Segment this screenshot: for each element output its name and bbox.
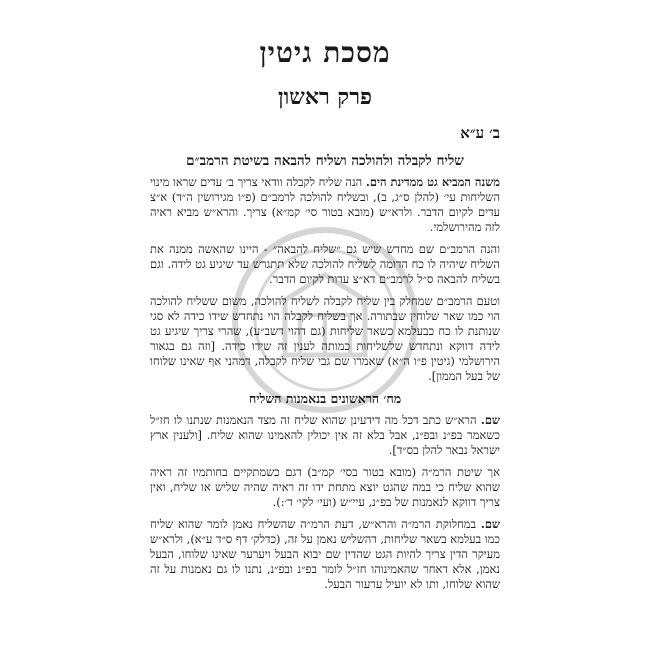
paragraph-text: במחלוקת הרמ״ה והרא״ש, דעת הרמ״ה שהשליח נאמן לומר שהוא שליח כמו בעלמא בשאר שליחות, דהשליש נאמן על זה, (כדלק׳ דף ס״ד ע״א), ולרא״ש מעיקר הדין צריך להיות הגט שהדין שם יבוא הבעל ויערער שאינו שלוחו, הבעל נאמן, אלא דאחר שהאמינוהו חז״ל לומר בפ״נ ובפ״נ, נתנו לו גם נאמנות על זה שהוא שלוחו, ותו לא יועיל ערעור הבעל. — [150, 517, 500, 591]
paragraph-lead: משנה המביא גט ממדינת הים. — [365, 175, 500, 189]
paragraph-text: הנה שליח לקבלה וודאי צריך ב׳ עדים שראו מינוי השליחות עי׳ (להלן ס״ג, ב), ובשליח להולכה לרמב״ם (פ״ו מגירושין ה״ד) א״צ עדים לקיום הדבר. ולרא״ש (מובא בטור סי׳ קמ״א) צריך. והרא״ש מביא ראיה לזה מהירושלמי. — [150, 175, 500, 234]
paragraph-text: והנה הרמב״ם שם מחדש שיש גם ״שליח להבאה״ - היינו שהאשה ממנה את השליח שיהיה לו כח הדומה לשליח להולכה שלא תתגרש עד שיגיע גט לידה. וגם בשליח להבאה ס״ל לרמב״ם דא״צ עדות לקיום הדבר. — [150, 242, 500, 286]
chapter-title: פרק ראשון — [278, 84, 372, 110]
sub-heading: מח׳ הראשונים בנאמנות השליח — [248, 391, 402, 406]
paragraph-text: הרא״ש כתב דכל מה דידעינן שהוא שליח זה מצד הנאמנות שנתנו לו חז״ל כשאמר בפ״נ ובפ״נ, אבל בלא זה אין יכולין להאמינו שהוא שליח. [ולענין ארץ ישראל נבאר להלן בס״ד]. — [150, 413, 500, 457]
section-heading: שליח לקבלה ולהולכה ושליח להבאה בשיטת הרמב״ם — [186, 153, 464, 169]
paragraph — [150, 294, 500, 384]
folio-marker: ב׳ ע״א — [460, 124, 500, 142]
paragraph — [150, 413, 500, 458]
paragraph — [150, 175, 500, 235]
paragraph-text: וטעם הרמב״ם שמחלק בין שליח לקבלה לשליח להולכה, משום ששליח להולכה הוי כמו שאר שלוחין שבתורה. אך בשליח לקבלה הוי נתחדש שידו כידה לא סגי שנותנת לו כח כבעלמא כשאר שליחות (גם דהוי דשב״ע), שהרי צריך שיגיע גט לידה דווקא ונתחדש שלשליחות כמותה לענין זה שידו כידה. [וזה גם בגאור הירושלמי (גיטין פ״ו ה״א) שאמרו שם גבי שליח לקבלה, דמהני אף שאינו שלוחו של בעל הממון]. — [150, 294, 500, 383]
paragraph — [150, 242, 500, 287]
paragraph-lead: שם. — [480, 413, 500, 427]
tractate-title: מסכת גיטין — [259, 36, 391, 69]
paragraph-text: אך שיטת הרמ״ה (מובא בטור בסי׳ קמ״ב) דגם כשמתקיים בחותמיו זה ראיה שהוא שליח כי במה שהגט יוצא מתחת ידו זה ראיה שהיה שליש או שליח, ואין צריך דווקא לנאמנות של בפ״נ, עיי״ש (ועי׳ לקי׳ ד׳:). — [150, 465, 500, 509]
paragraph — [150, 465, 500, 510]
paragraph-lead: שם. — [480, 517, 500, 531]
paragraph — [150, 517, 500, 592]
